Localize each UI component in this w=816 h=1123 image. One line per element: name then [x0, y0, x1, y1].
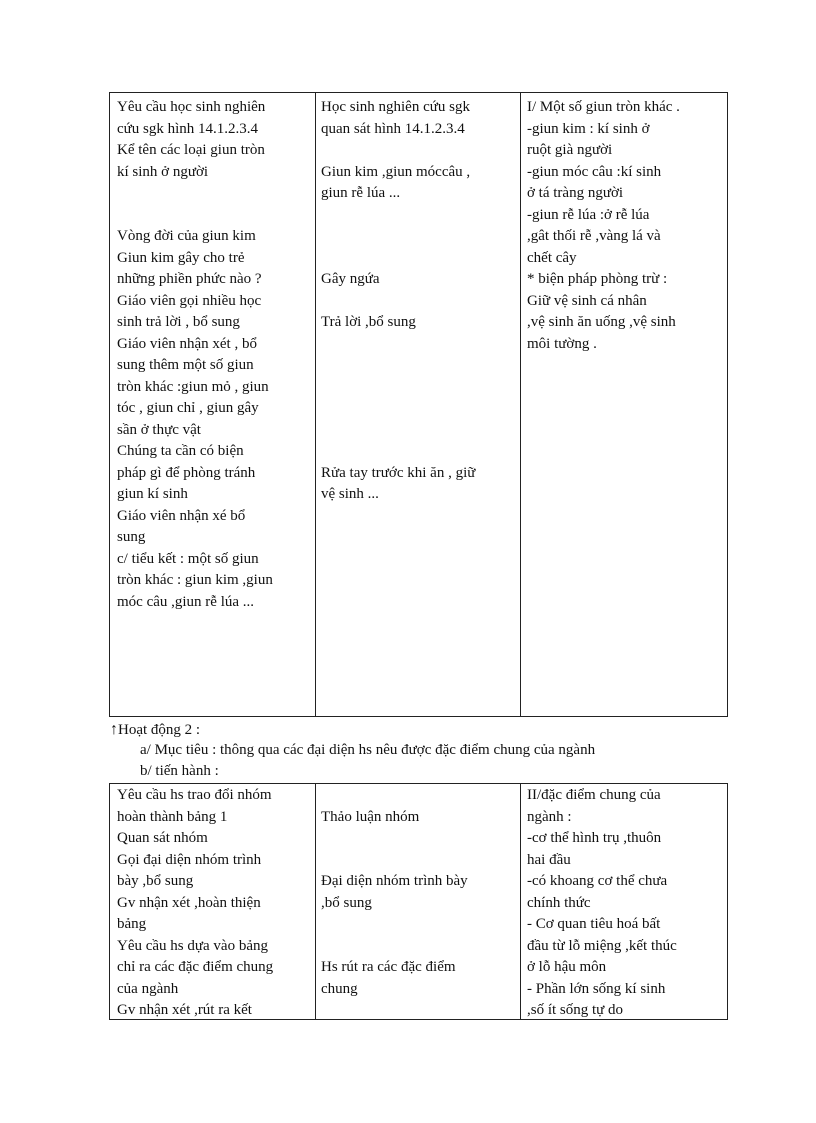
cell-text-line: Quan sát nhóm: [117, 830, 208, 846]
cell-text-line: ruột già người: [527, 142, 613, 158]
cell-text-line: -giun rễ lúa :ở rễ lúa: [527, 206, 650, 223]
cell-text-line: c/ tiểu kết : một số giun: [117, 550, 259, 567]
table-1-divider: [315, 93, 316, 716]
cell-text-line: ,bổ sung: [321, 894, 372, 911]
cell-text-line: ,vệ sinh ăn uống ,vệ sinh: [527, 314, 676, 330]
cell-text-line: Gây ngứa: [321, 271, 380, 287]
cell-text-line: Thảo luận nhóm: [321, 808, 420, 825]
cell-text-line: pháp gì để phòng tránh: [117, 464, 256, 481]
cell-text-line: Chúng ta cần có biện: [117, 443, 244, 459]
cell-text-line: kí sinh ở người: [117, 163, 209, 180]
cell-text-line: sung: [117, 529, 146, 545]
cell-text-line: môi tường .: [527, 335, 597, 352]
cell-text-line: Kể tên các loại giun tròn: [117, 142, 265, 158]
cell-text-line: Rửa tay trước khi ăn , giữ: [321, 464, 476, 481]
cell-text-line: Giun kim gây cho trẻ: [117, 249, 245, 266]
arrow-up-icon: ↑: [110, 721, 118, 738]
activity-2-title: Hoạt động 2 :: [118, 722, 201, 738]
cell-text-line: Giáo viên gọi nhiều học: [117, 292, 262, 309]
cell-text-line: cứu sgk hình 14.1.2.3.4: [117, 120, 259, 137]
cell-text-line: móc câu ,giun rễ lúa ...: [117, 593, 255, 610]
cell-text-line: vệ sinh ...: [321, 486, 379, 502]
cell-text-line: giun rễ lúa ...: [321, 185, 401, 201]
cell-text-line: Giữ vệ sinh cá nhân: [527, 292, 647, 309]
cell-text-line: Gọi đại diện nhóm trình: [117, 851, 262, 868]
table-2: [109, 783, 728, 1020]
cell-text-line: -giun móc câu :kí sinh: [527, 163, 662, 180]
table-2-col-content: [527, 785, 723, 1019]
cell-text-line: tròn khác :giun mỏ , giun: [117, 378, 269, 395]
cell-text-line: Đại diện nhóm trình bày: [321, 873, 468, 889]
cell-text-line: Gv nhận xét ,hoàn thiện: [117, 894, 261, 911]
cell-text-line: Hs rút ra các đặc điểm: [321, 959, 456, 975]
cell-text-line: Yêu cầu học sinh nghiên: [117, 99, 266, 115]
cell-text-line: những phiền phức nào ?: [117, 271, 262, 287]
table-2-divider: [315, 784, 316, 1019]
cell-text-line: ,số ít sống tự do: [527, 1002, 624, 1018]
cell-text-line: chung: [321, 980, 358, 997]
cell-text-line: Giáo viên nhận xé bổ: [117, 507, 246, 524]
cell-text-line: ở lỗ hậu môn: [527, 959, 607, 975]
cell-text-line: -giun kim : kí sinh ở: [527, 120, 650, 137]
cell-text-line: quan sát hình 14.1.2.3.4: [321, 120, 465, 137]
cell-text-line: ngành :: [527, 808, 572, 825]
cell-text-line: ,gât thối rễ ,vàng lá và: [527, 228, 661, 244]
cell-text-line: chính thức: [527, 894, 591, 911]
cell-text-line: ở tá tràng người: [527, 185, 624, 201]
cell-text-line: Giun kim ,giun móccâu ,: [321, 163, 471, 180]
cell-text-line: chỉ ra các đặc điểm chung: [117, 959, 274, 975]
cell-text-line: * biện pháp phòng trừ :: [527, 271, 668, 287]
cell-text-line: chết cây: [527, 249, 577, 266]
table-1-col-student: [321, 97, 517, 716]
cell-text-line: I/ Một số giun tròn khác .: [527, 99, 680, 115]
cell-text-line: Trả lời ,bổ sung: [321, 314, 416, 330]
cell-text-line: đầu từ lỗ miệng ,kết thúc: [527, 937, 677, 954]
cell-text-line: của ngành: [117, 980, 179, 997]
cell-text-line: bày ,bổ sung: [117, 873, 194, 889]
cell-text-line: II/đặc điểm chung của: [527, 787, 661, 803]
cell-text-line: sinh trả lời , bổ sung: [117, 314, 240, 330]
cell-text-line: Vòng đời của giun kim: [117, 228, 256, 244]
cell-text-line: Học sinh nghiên cứu sgk: [321, 99, 470, 115]
cell-text-line: hai đầu: [527, 851, 571, 868]
cell-text-line: sung thêm một số giun: [117, 357, 254, 373]
cell-text-line: sần ở thực vật: [117, 421, 201, 438]
table-1-col-content: [527, 97, 723, 716]
activity-2-objective: a/ Mục tiêu : thông qua các đại diện hs nêu được đặc điểm chung của ngành: [140, 742, 596, 758]
cell-text-line: tóc , giun chỉ , giun gây: [117, 400, 259, 416]
cell-text-line: - Phần lớn sống kí sinh: [527, 980, 666, 997]
cell-text-line: Yêu cầu hs dựa vào bảng: [117, 937, 268, 954]
table-2-col-student: [321, 785, 517, 1019]
table-1: [109, 92, 728, 717]
table-1-col-teacher: [117, 97, 313, 716]
cell-text-line: -có khoang cơ thể chưa: [527, 873, 668, 889]
cell-text-line: bảng: [117, 916, 147, 932]
table-2-col-teacher: [117, 785, 313, 1019]
cell-text-line: Giáo viên nhận xét , bổ: [117, 335, 257, 352]
cell-text-line: hoàn thành bảng 1: [117, 808, 228, 825]
activity-2-heading: [110, 719, 200, 741]
cell-text-line: - Cơ quan tiêu hoá bất: [527, 916, 661, 932]
cell-text-line: -cơ thể hình trụ ,thuôn: [527, 830, 662, 846]
cell-text-line: giun kí sinh: [117, 486, 188, 502]
table-1-divider: [520, 93, 521, 716]
activity-2-procedure: b/ tiến hành :: [140, 763, 219, 779]
cell-text-line: tròn khác : giun kim ,giun: [117, 572, 273, 588]
cell-text-line: Gv nhận xét ,rút ra kết: [117, 1002, 252, 1018]
table-2-divider: [520, 784, 521, 1019]
cell-text-line: Yêu cầu hs trao đổi nhóm: [117, 787, 272, 803]
